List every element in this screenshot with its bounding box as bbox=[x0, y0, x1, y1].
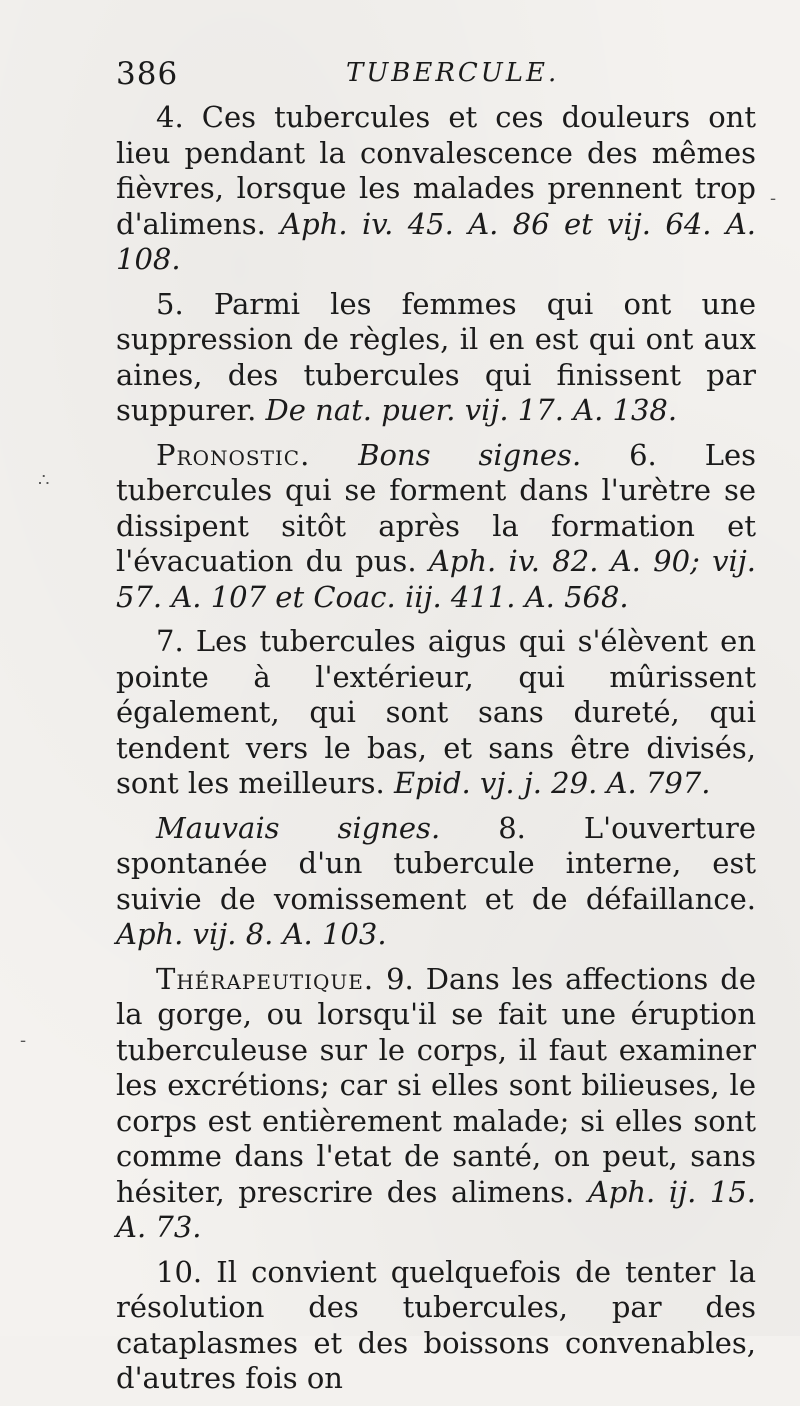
subsection-heading: Mauvais signes. bbox=[156, 810, 441, 845]
body-text bbox=[116, 100, 756, 1406]
paragraph-text: Il convient quelquefois de tenter la résolution des tubercules, par des cataplasmes et des boissons convenables, d'autres fois on bbox=[116, 1254, 757, 1395]
reference: Aph. vij. 8. A. 103. bbox=[116, 917, 387, 951]
print-speck: - bbox=[20, 1030, 27, 1051]
page-header bbox=[116, 56, 740, 96]
paragraph-text: Ces tubercules et ces douleurs ont lieu pendant la convalescence des mêmes fièvres, lorsque les malades prennent trop d'alimens. bbox=[116, 100, 757, 241]
paragraph-number: 10. bbox=[156, 1254, 203, 1289]
paragraph-number: 7. bbox=[156, 624, 184, 658]
reference: Aph. iv. 45. A. 86 et vij. 64. A. 108. bbox=[116, 206, 757, 276]
section-heading: Pronostic. bbox=[156, 437, 311, 472]
paragraph-number: 9. bbox=[386, 961, 414, 996]
paragraph-number: 8. bbox=[498, 810, 526, 845]
reference: Epid. vj. j. 29. A. 797. bbox=[393, 766, 711, 800]
reference: Aph. iv. 82. A. 90; vij. 57. A. 107 et Coac. iij. 411. A. 568. bbox=[116, 544, 757, 614]
paragraph-text: Les tubercules aigus qui s'élèvent en pointe à l'extérieur, qui mûrissent également, qui sont sans dureté, qui tendent vers le bas, et sans être divisés, sont les meilleurs. bbox=[116, 624, 756, 800]
paragraph-text: Parmi les femmes qui ont une suppression de règles, il en est qui ont aux aines, des tubercules qui finissent par suppurer. bbox=[116, 286, 756, 427]
paragraph-text: L'ouverture spontanée d'un tubercule interne, est suivie de vomissement et de défaillance. bbox=[116, 810, 757, 916]
running-head: TUBERCULE. bbox=[346, 58, 560, 88]
page-number: 386 bbox=[116, 56, 179, 92]
paragraph-4 bbox=[116, 100, 756, 278]
reference: Aph. ij. 15. A. 73. bbox=[116, 1174, 757, 1244]
paragraph-text: Dans les affections de la gorge, ou lorsqu'il se fait une éruption tuberculeuse sur le corps, il faut examiner les excrétions; car si elles sont bilieuses, le corps est entièrement malade; si elles sont comme dans l'etat de santé, on peut, sans hésiter, prescrire des alimens. bbox=[116, 961, 757, 1209]
paragraph-number: 5. bbox=[156, 286, 184, 321]
paragraph-number: 6. bbox=[629, 437, 657, 472]
paragraph-text: Les tubercules qui se forment dans l'urètre se dissipent sitôt après la formation et l'évacuation du pus. bbox=[116, 437, 756, 578]
paragraph-7 bbox=[116, 624, 756, 802]
paragraph-5 bbox=[116, 287, 756, 429]
reference: De nat. puer. vij. 17. A. 138. bbox=[265, 393, 678, 427]
section-heading: Thérapeutique. bbox=[156, 961, 375, 996]
paragraph-10 bbox=[116, 1255, 756, 1397]
print-speck: - bbox=[770, 188, 777, 209]
print-speck: ∴ bbox=[38, 470, 50, 491]
paragraph-number: 4. bbox=[156, 100, 184, 134]
paragraph-6 bbox=[116, 438, 756, 616]
paragraph-8 bbox=[116, 811, 756, 953]
paragraph-9 bbox=[116, 962, 756, 1246]
subsection-heading: Bons signes. bbox=[358, 437, 582, 472]
